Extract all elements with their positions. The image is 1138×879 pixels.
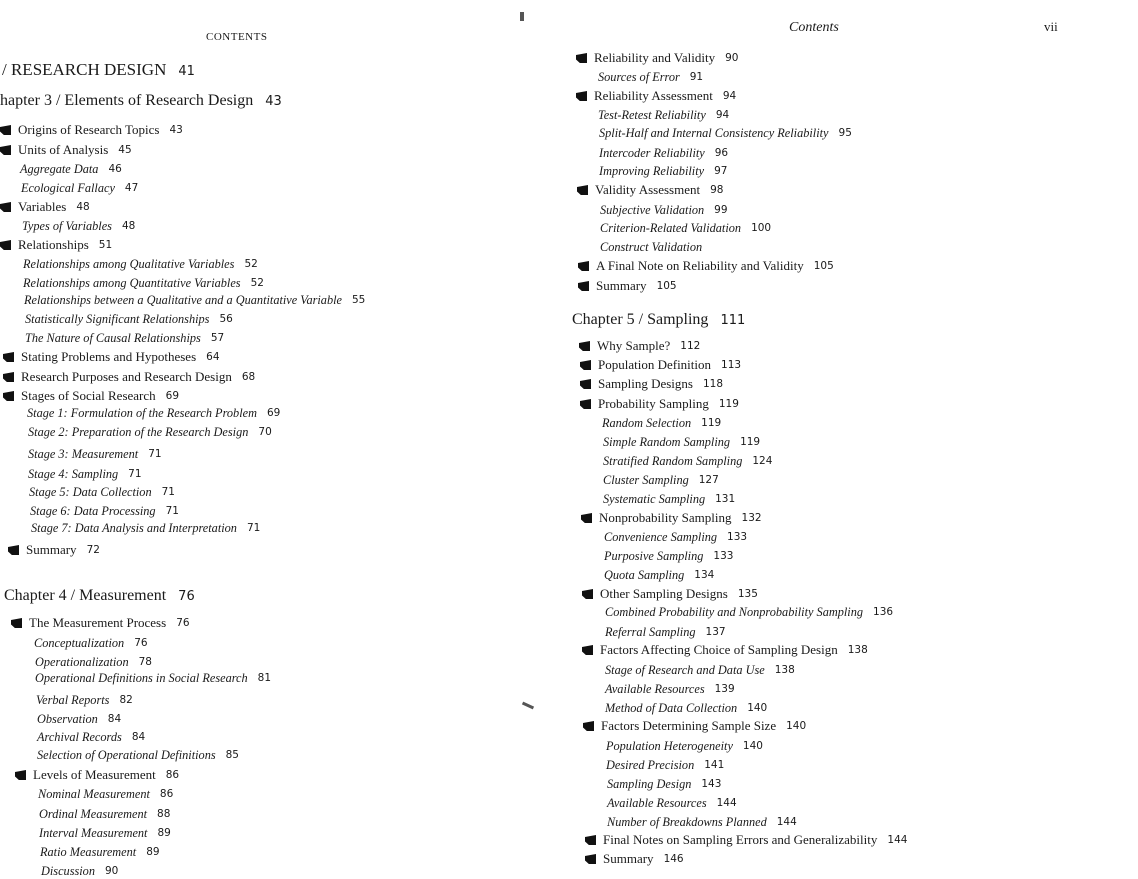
square-bullet-icon: [582, 645, 593, 655]
toc-section-entry: [3, 388, 179, 404]
entry-page-number: 140: [747, 702, 768, 714]
entry-title: Random Selection: [602, 416, 692, 430]
entry-title: Sampling Designs: [598, 376, 693, 391]
entry-title: Units of Analysis: [18, 142, 109, 157]
entry-title: Nonprobability Sampling: [599, 510, 732, 525]
entry-page-number: 89: [146, 846, 160, 858]
toc-subsection-entry: [31, 520, 260, 536]
entry-title: Relationships: [18, 237, 89, 252]
entry-title: Reliability and Validity: [594, 50, 716, 65]
toc-subsection-entry: [21, 180, 138, 196]
entry-title: Statistically Significant Relationships: [25, 312, 210, 326]
part-title-text: / RESEARCH DESIGN: [2, 60, 167, 79]
entry-title: Stage 7: Data Analysis and Interpretation: [31, 521, 237, 535]
entry-title: Stage 3: Measurement: [28, 447, 139, 461]
entry-title: The Nature of Causal Relationships: [25, 331, 201, 345]
square-bullet-icon: [3, 372, 14, 382]
entry-page-number: 57: [210, 332, 225, 344]
toc-subsection-entry: [35, 654, 152, 670]
entry-page-number: 84: [107, 713, 122, 725]
entry-title: Method of Data Collection: [605, 701, 738, 715]
square-bullet-icon: [576, 91, 587, 101]
toc-subsection-entry: [37, 711, 121, 727]
toc-subsection-entry: [607, 795, 737, 811]
toc-subsection-entry: [604, 567, 714, 583]
entry-page-number: 119: [740, 436, 761, 448]
scan-mark: [520, 12, 524, 21]
entry-page-number: 55: [351, 294, 366, 306]
entry-page-number: 45: [118, 144, 132, 156]
toc-subsection-entry: [599, 145, 728, 161]
entry-title: Convenience Sampling: [604, 530, 718, 544]
running-head-right: Contents: [789, 20, 839, 35]
toc-subsection-entry: [599, 163, 727, 179]
toc-subsection-entry: [24, 292, 365, 308]
entry-title: Selection of Operational Definitions: [37, 748, 216, 762]
entry-page-number: 88: [157, 808, 171, 820]
entry-title: Available Resources: [605, 682, 705, 696]
entry-title: Stage 2: Preparation of the Research Design: [28, 425, 249, 439]
entry-page-number: 131: [715, 493, 736, 505]
toc-subsection-entry: [605, 624, 726, 640]
entry-title: Available Resources: [607, 796, 707, 810]
entry-page-number: 144: [776, 816, 797, 828]
entry-page-number: 71: [165, 505, 179, 517]
entry-title: Relationships between a Qualitative and a Quantitative Variable: [24, 293, 342, 307]
toc-section-entry: [15, 767, 179, 783]
toc-section-entry: [576, 88, 736, 104]
entry-title: Factors Affecting Choice of Sampling Design: [600, 642, 838, 657]
toc-subsection-entry: [602, 415, 721, 431]
toc-subsection-entry: [605, 681, 735, 697]
entry-page-number: 48: [121, 220, 136, 232]
toc-subsection-entry: [28, 424, 272, 440]
square-bullet-icon: [578, 261, 589, 271]
entry-page-number: 144: [716, 797, 737, 809]
entry-title: Split-Half and Internal Consistency Reliability: [599, 126, 829, 140]
entry-title: Discussion: [41, 864, 95, 878]
entry-page-number: 146: [663, 853, 684, 865]
entry-title: Reliability Assessment: [594, 88, 713, 103]
toc-subsection-entry: [36, 692, 133, 708]
toc-subsection-entry: [606, 757, 724, 773]
entry-page-number: 105: [813, 260, 834, 272]
part-title: [2, 60, 195, 80]
square-bullet-icon: [0, 125, 11, 135]
toc-section-entry: [0, 122, 183, 138]
toc-subsection-entry: [37, 747, 239, 763]
entry-title: Quota Sampling: [604, 568, 685, 582]
entry-title: Summary: [26, 542, 77, 557]
toc-subsection-entry: [600, 220, 771, 236]
chapter-5-title: Chapter 5 / Sampling: [572, 311, 709, 328]
toc-subsection-entry: [29, 484, 175, 500]
toc-subsection-entry: [28, 466, 142, 482]
square-bullet-icon: [0, 240, 11, 250]
entry-page-number: 71: [148, 448, 162, 460]
entry-page-number: 136: [873, 606, 894, 618]
entry-page-number: 82: [119, 694, 133, 706]
toc-subsection-entry: [25, 330, 224, 346]
toc-subsection-entry: [37, 729, 145, 745]
toc-section-entry: [0, 237, 112, 253]
entry-page-number: 118: [702, 378, 724, 390]
square-bullet-icon: [3, 352, 14, 362]
toc-section-entry: [580, 376, 723, 392]
toc-section-entry: [581, 510, 762, 526]
entry-page-number: 71: [128, 468, 142, 480]
page-number: vii: [1044, 19, 1058, 34]
square-bullet-icon: [585, 835, 596, 845]
entry-page-number: 68: [241, 371, 256, 383]
entry-page-number: 47: [124, 182, 139, 194]
square-bullet-icon: [8, 545, 19, 555]
toc-section-entry: [578, 278, 677, 294]
toc-section-entry: [3, 349, 220, 365]
chapter-4-title: Chapter 4 / Measurement: [4, 587, 167, 604]
entry-title: Conceptualization: [34, 636, 125, 650]
entry-title: Why Sample?: [597, 338, 671, 353]
toc-subsection-entry: [600, 239, 702, 255]
entry-title: Summary: [596, 278, 647, 293]
toc-subsection-entry: [605, 604, 893, 620]
chapter-4-heading: [4, 587, 195, 605]
square-bullet-icon: [577, 185, 588, 195]
entry-page-number: 52: [244, 258, 258, 270]
entry-page-number: 98: [710, 184, 724, 196]
entry-title: Sampling Design: [607, 777, 692, 791]
entry-title: Stratified Random Sampling: [603, 454, 743, 468]
toc-section-entry: [583, 718, 806, 734]
entry-page-number: 119: [718, 398, 739, 410]
entry-title: Stage of Research and Data Use: [605, 663, 765, 677]
toc-section-entry: [582, 642, 868, 658]
entry-title: Systematic Sampling: [603, 492, 706, 506]
entry-title: Interval Measurement: [39, 826, 148, 840]
entry-page-number: 144: [887, 834, 908, 846]
toc-subsection-entry: [20, 161, 122, 177]
entry-page-number: 96: [714, 147, 729, 159]
toc-subsection-entry: [38, 786, 173, 802]
entry-page-number: 140: [742, 740, 763, 752]
toc-subsection-entry: [606, 738, 763, 754]
entry-page-number: 141: [704, 759, 725, 771]
entry-title: Research Purposes and Research Design: [21, 369, 232, 384]
entry-page-number: 134: [694, 569, 715, 581]
entry-page-number: 132: [741, 512, 762, 524]
entry-title: Nominal Measurement: [38, 787, 150, 801]
square-bullet-icon: [578, 281, 589, 291]
entry-title: Stage 4: Sampling: [28, 467, 119, 481]
entry-page-number: 56: [219, 313, 233, 325]
entry-page-number: 99: [714, 204, 728, 216]
toc-section-entry: [578, 258, 834, 274]
entry-title: Origins of Research Topics: [18, 122, 160, 137]
entry-title: Ecological Fallacy: [21, 181, 115, 195]
toc-subsection-entry: [605, 662, 795, 678]
square-bullet-icon: [15, 770, 26, 780]
toc-section-entry: [585, 832, 907, 848]
entry-page-number: 135: [737, 588, 758, 600]
entry-title: Criterion-Related Validation: [600, 221, 742, 235]
toc-section-entry: [577, 182, 723, 198]
entry-page-number: 113: [721, 359, 742, 371]
toc-subsection-entry: [607, 776, 721, 792]
toc-subsection-entry: [605, 700, 767, 716]
entry-page-number: 112: [680, 340, 701, 352]
entry-page-number: 143: [701, 778, 722, 790]
entry-title: Relationships among Qualitative Variables: [23, 257, 235, 271]
entry-title: Purposive Sampling: [604, 549, 704, 563]
toc-subsection-entry: [35, 670, 271, 686]
square-bullet-icon: [579, 341, 590, 351]
toc-subsection-entry: [23, 275, 264, 291]
entry-title: The Measurement Process: [29, 615, 167, 630]
entry-title: Factors Determining Sample Size: [601, 718, 777, 733]
entry-title: Population Heterogeneity: [606, 739, 733, 753]
entry-page-number: 139: [714, 683, 735, 695]
toc-subsection-entry: [39, 825, 171, 841]
toc-subsection-entry: [28, 446, 162, 462]
square-bullet-icon: [581, 513, 592, 523]
entry-page-number: 94: [722, 90, 737, 102]
entry-title: Improving Reliability: [599, 164, 705, 178]
entry-title: Verbal Reports: [36, 693, 110, 707]
entry-title: Summary: [603, 851, 654, 866]
square-bullet-icon: [583, 721, 594, 731]
entry-title: Population Definition: [598, 357, 712, 372]
part-page: 41: [178, 64, 195, 79]
toc-section-entry: [585, 851, 684, 867]
entry-title: Operational Definitions in Social Research: [35, 671, 248, 685]
entry-page-number: 100: [751, 222, 772, 234]
entry-title: Subjective Validation: [600, 203, 705, 217]
entry-title: Number of Breakdowns Planned: [607, 815, 767, 829]
toc-section-entry: [580, 357, 741, 373]
toc-subsection-entry: [604, 529, 747, 545]
entry-page-number: 69: [266, 407, 281, 419]
entry-page-number: 95: [838, 127, 852, 139]
toc-section-entry: [0, 142, 132, 158]
entry-page-number: 86: [165, 769, 180, 781]
toc-section-entry: [580, 396, 739, 412]
toc-section-entry: [8, 542, 100, 558]
toc-section-entry: [579, 338, 700, 354]
toc-subsection-entry: [27, 405, 280, 421]
entry-title: Stages of Social Research: [21, 388, 156, 403]
toc-subsection-entry: [607, 814, 797, 830]
toc-subsection-entry: [603, 472, 719, 488]
entry-page-number: 84: [131, 731, 146, 743]
entry-page-number: 124: [752, 455, 773, 467]
entry-page-number: 90: [104, 865, 119, 877]
entry-page-number: 140: [786, 720, 807, 732]
entry-page-number: 48: [76, 201, 90, 213]
entry-title: Probability Sampling: [598, 396, 709, 411]
toc-subsection-entry: [22, 218, 135, 234]
entry-title: Stage 1: Formulation of the Research Problem: [27, 406, 257, 420]
entry-page-number: 138: [847, 644, 868, 656]
entry-page-number: 71: [246, 522, 261, 534]
chapter-5-page: 111: [720, 313, 746, 328]
entry-page-number: 86: [159, 788, 174, 800]
right-page: [560, 0, 1138, 877]
entry-page-number: 43: [169, 124, 183, 136]
entry-page-number: 52: [250, 277, 264, 289]
entry-title: Intercoder Reliability: [599, 146, 705, 160]
entry-page-number: 76: [134, 637, 148, 649]
entry-page-number: 137: [705, 626, 726, 638]
entry-page-number: 76: [176, 617, 190, 629]
entry-title: Cluster Sampling: [603, 473, 689, 487]
entry-title: Desired Precision: [606, 758, 695, 772]
square-bullet-icon: [0, 145, 11, 155]
left-page: [0, 0, 560, 877]
square-bullet-icon: [576, 53, 587, 63]
entry-title: Operationalization: [35, 655, 129, 669]
square-bullet-icon: [3, 391, 14, 401]
entry-page-number: 51: [98, 239, 113, 251]
entry-page-number: 85: [225, 749, 239, 761]
square-bullet-icon: [582, 589, 593, 599]
entry-page-number: 70: [258, 426, 272, 438]
entry-page-number: 127: [698, 474, 719, 486]
entry-title: Aggregate Data: [20, 162, 99, 176]
toc-section-entry: [3, 369, 255, 385]
square-bullet-icon: [580, 399, 591, 409]
entry-page-number: 105: [656, 280, 677, 292]
entry-page-number: 133: [727, 531, 748, 543]
entry-title: Stage 5: Data Collection: [29, 485, 152, 499]
toc-subsection-entry: [603, 434, 760, 450]
toc-subsection-entry: [598, 69, 703, 85]
chapter-3-title: hapter 3 / Elements of Research Design: [0, 92, 254, 109]
entry-title: Combined Probability and Nonprobability Sampling: [605, 605, 864, 619]
entry-title: Variables: [18, 199, 67, 214]
entry-title: Test-Retest Reliability: [598, 108, 706, 122]
entry-title: Relationships among Quantitative Variables: [23, 276, 241, 290]
entry-title: Observation: [37, 712, 98, 726]
square-bullet-icon: [11, 618, 22, 628]
toc-subsection-entry: [30, 503, 179, 519]
entry-page-number: 94: [715, 109, 730, 121]
entry-title: Final Notes on Sampling Errors and Generalizability: [603, 832, 878, 847]
entry-page-number: 119: [701, 417, 722, 429]
entry-title: Stating Problems and Hypotheses: [21, 349, 197, 364]
square-bullet-icon: [585, 854, 596, 864]
entry-page-number: 69: [165, 390, 180, 402]
toc-section-entry: [0, 199, 90, 215]
entry-page-number: 46: [108, 163, 122, 175]
square-bullet-icon: [0, 202, 11, 212]
entry-page-number: 133: [713, 550, 734, 562]
entry-title: Stage 6: Data Processing: [30, 504, 156, 518]
toc-subsection-entry: [23, 256, 258, 272]
entry-title: Archival Records: [37, 730, 122, 744]
toc-subsection-entry: [603, 491, 735, 507]
entry-title: Simple Random Sampling: [603, 435, 731, 449]
entry-page-number: 64: [206, 351, 220, 363]
entry-page-number: 81: [257, 672, 272, 684]
running-head-left: CONTENTS: [206, 31, 268, 43]
toc-section-entry: [576, 50, 738, 66]
entry-page-number: 78: [138, 656, 152, 668]
entry-page-number: 71: [161, 486, 175, 498]
toc-subsection-entry: [39, 806, 170, 822]
chapter-3-heading: [0, 92, 282, 110]
entry-title: Ordinal Measurement: [39, 807, 148, 821]
entry-page-number: 72: [86, 544, 100, 556]
entry-title: Other Sampling Designs: [600, 586, 728, 601]
toc-subsection-entry: [603, 453, 772, 469]
entry-page-number: 90: [725, 52, 739, 64]
entry-page-number: 89: [157, 827, 171, 839]
entry-page-number: 97: [714, 165, 728, 177]
toc-subsection-entry: [600, 202, 728, 218]
toc-section-entry: [11, 615, 190, 631]
toc-subsection-entry: [604, 548, 733, 564]
chapter-4-page: 76: [178, 589, 195, 604]
chapter-5-heading: [572, 311, 745, 329]
chapter-3-page: 43: [265, 94, 282, 109]
toc-section-entry: [582, 586, 758, 602]
toc-subsection-entry: [598, 107, 729, 123]
entry-title: Ratio Measurement: [40, 845, 137, 859]
entry-page-number: 91: [689, 71, 704, 83]
entry-title: Levels of Measurement: [33, 767, 156, 782]
entry-page-number: 138: [774, 664, 795, 676]
entry-title: Types of Variables: [22, 219, 112, 233]
entry-title: Sources of Error: [598, 70, 680, 84]
toc-subsection-entry: [34, 635, 148, 651]
entry-title: Validity Assessment: [595, 182, 701, 197]
square-bullet-icon: [580, 379, 591, 389]
entry-title: A Final Note on Reliability and Validity: [596, 258, 804, 273]
entry-title: Construct Validation: [600, 240, 703, 254]
toc-subsection-entry: [25, 311, 233, 327]
square-bullet-icon: [580, 360, 591, 370]
toc-subsection-entry: [40, 844, 160, 860]
entry-title: Referral Sampling: [605, 625, 696, 639]
toc-subsection-entry: [599, 125, 852, 141]
